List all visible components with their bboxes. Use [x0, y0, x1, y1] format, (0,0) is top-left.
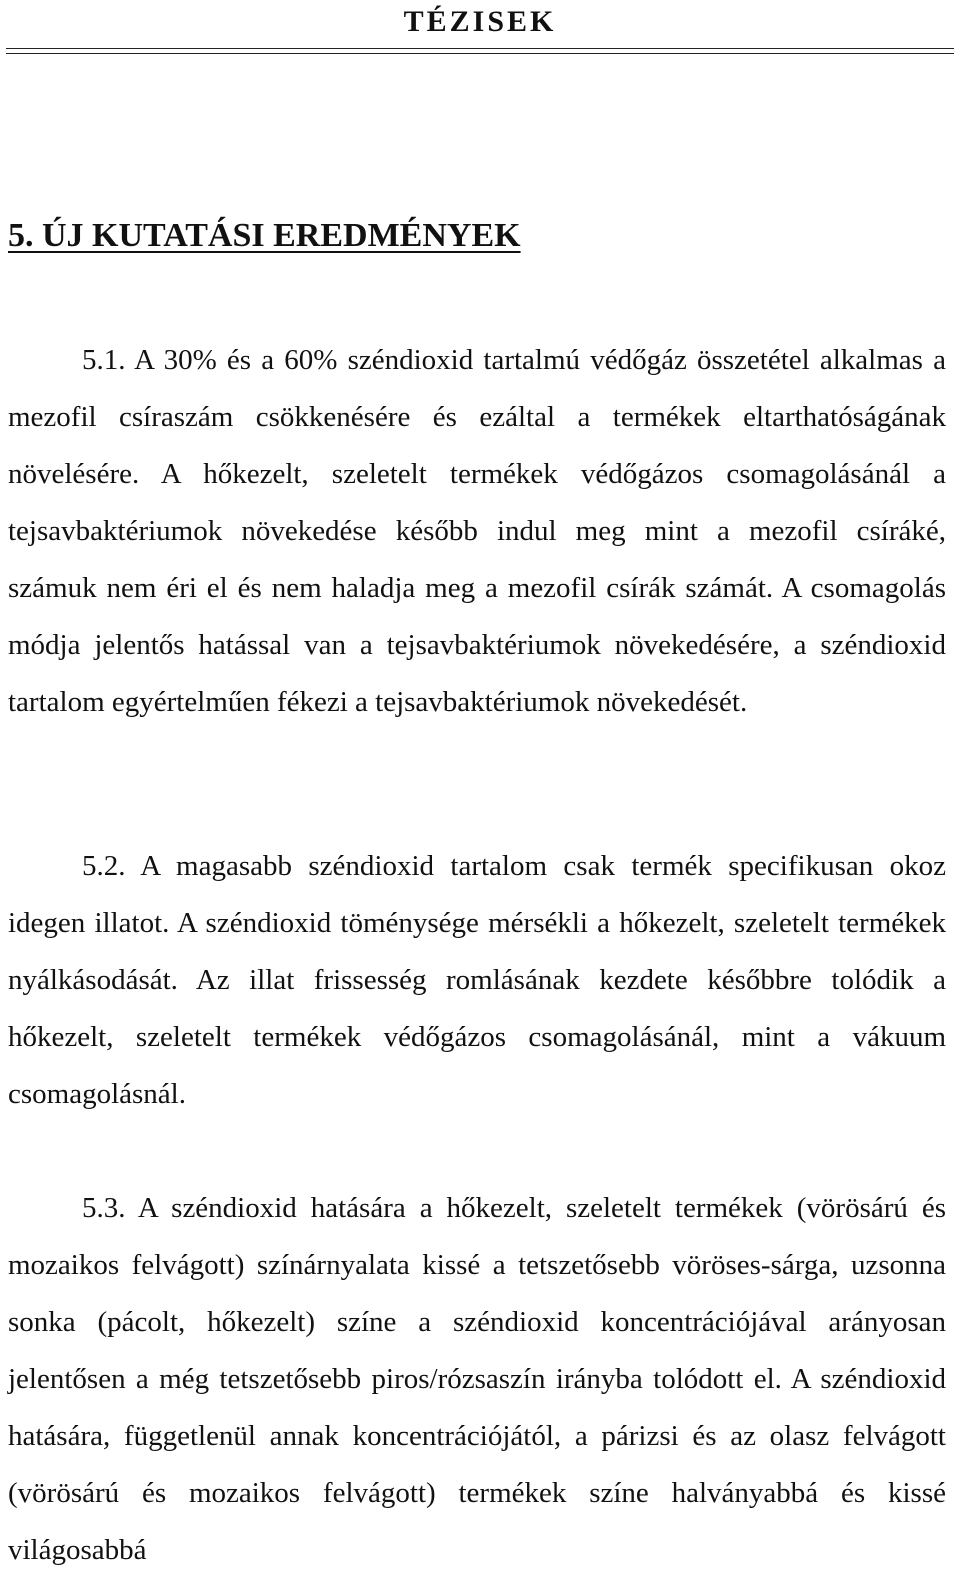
page-header-title: TÉZISEK — [403, 5, 557, 38]
thesis-paragraph-5-1: 5.1. A 30% és a 60% széndioxid tartalmú védőgáz összetétel alkalmas a mezofil csíraszám csökkenésére és ezáltal a termékek eltarthatóságának növelésére. A hőkezelt, szeletelt termékek védőgázos csomagolásánál a tejsavbaktériumok növekedése később indul meg mint a mezofil csíráké, számuk nem éri el és nem haladja meg a mezofil csírák számát. A csomagolás módja jelentős hatással van a tejsavbaktériumok növekedésére, a széndioxid tartalom egyértelműen fékezi a tejsavbaktériumok növekedését. — [8, 344, 946, 718]
thesis-paragraph-5-2: 5.2. A magasabb széndioxid tartalom csak termék specifikusan okoz idegen illatot. A széndioxid töménysége mérsékli a hőkezelt, szeletelt termékek nyálkásodását. Az illat frissesség romlásának kezdete későbbre tolódik a hőkezelt, szeletelt termékek védőgázos csomagolásánál, mint a vákuum csomagolásnál. — [8, 850, 946, 1110]
header-divider-top — [6, 48, 954, 49]
header-divider-bottom — [6, 53, 954, 54]
thesis-paragraph-5-3: 5.3. A széndioxid hatására a hőkezelt, szeletelt termékek (vörösárú és mozaikos felvágott) színárnyalata kissé a tetszetősebb vöröses-sárga, uzsonna sonka (pácolt, hőkezelt) színe a széndioxid koncentrációjával arányosan jelentősen a még tetszetősebb piros/rózsaszín irányba tolódott el. A széndioxid hatására, függetlenül annak koncentrációjától, a párizsi és az olasz felvágott (vörösárú és mozaikos felvágott) termékek színe halványabbá és kissé világosabbá — [8, 1192, 946, 1566]
section-heading: 5. ÚJ KUTATÁSI EREDMÉNYEK — [8, 217, 521, 254]
